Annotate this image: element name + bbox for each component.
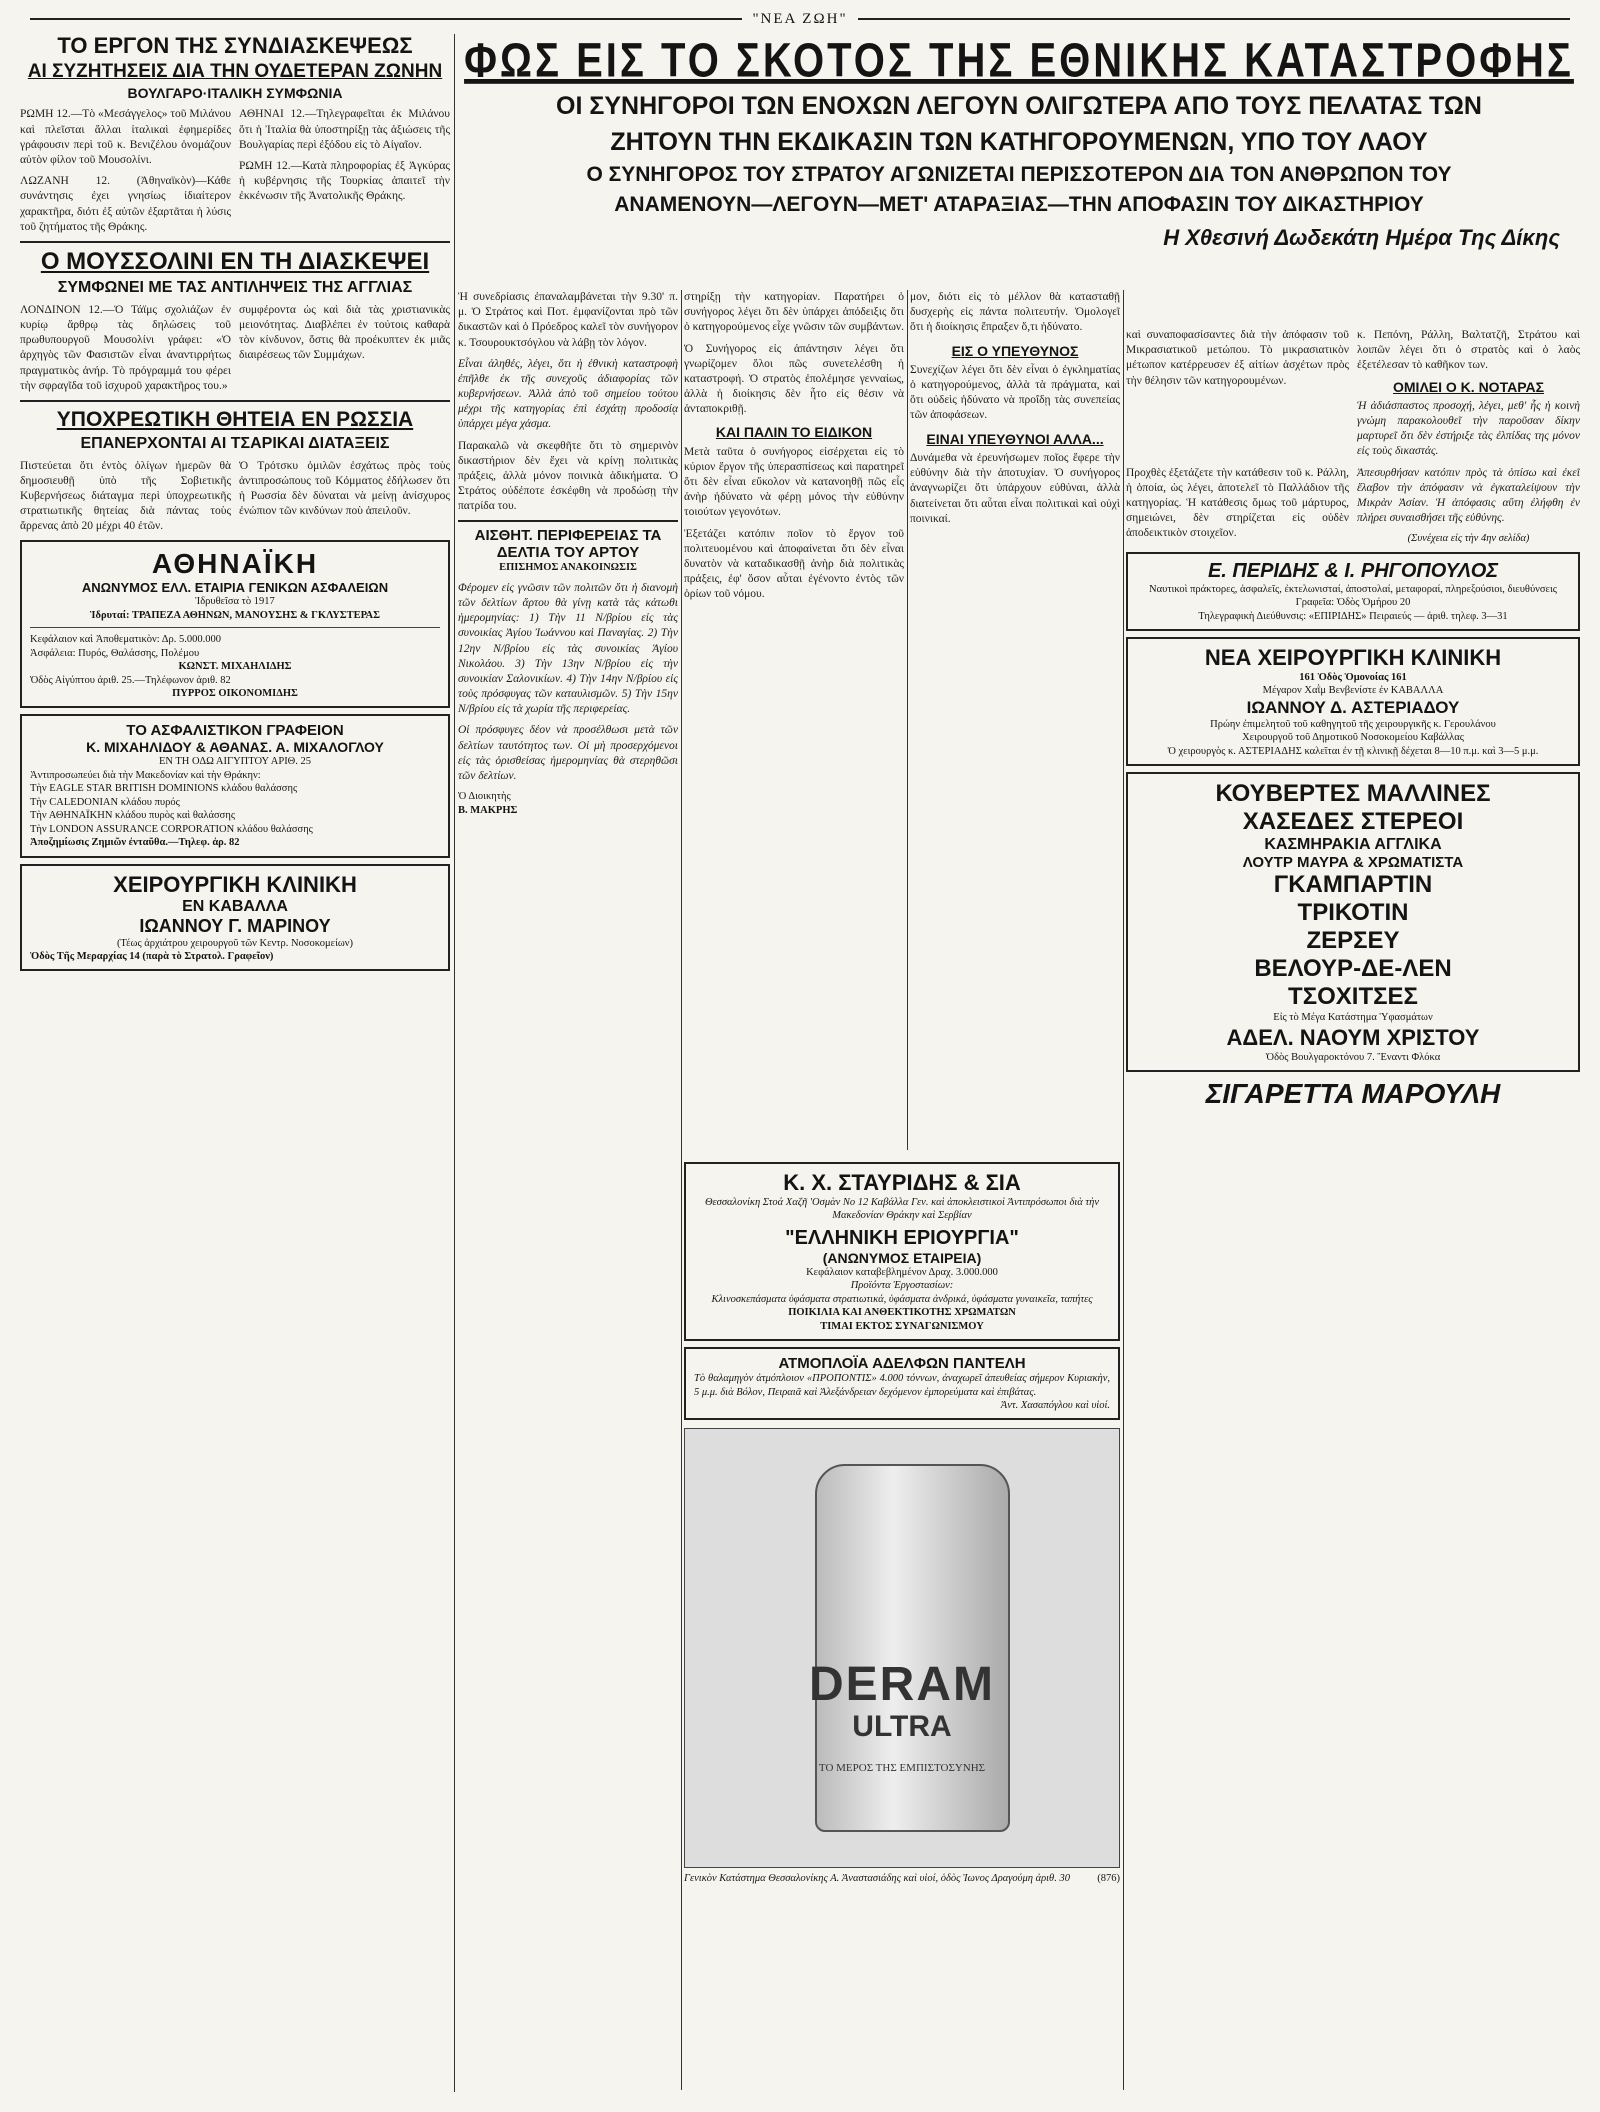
advertisement-fabrics xyxy=(1126,772,1580,1072)
ad-title: ΑΤΜΟΠΛΟΪΑ ΑΔΕΛΦΩΝ ΠΑΝΤΕΛΗ xyxy=(778,1355,1026,1373)
advertisement-stavridis xyxy=(684,1162,1120,1341)
ad-footer: Γενικὸν Κατάστημα Θεσσαλονίκης Α. Ἀναστασιάδης καὶ υἱοί, ὁδὸς Ἰωνος Δραγούμη ἀριθ. 30 xyxy=(684,1873,1070,1885)
notice-signature: Β. ΜΑΚΡΗΣ xyxy=(458,804,518,816)
article-paragraph: ΡΩΜΗ 12.—Τὸ «Μεσάγγελος» τοῦ Μιλάνου καὶ πλεῖσται ἄλλαι ἰταλικαὶ ἐφημερίδες γράφουσιν περὶ τοῦ κ. Βενιζέλου ὀνομάζουν αὐτὸν φίλον τοῦ Μουσολίνι. xyxy=(20,108,231,166)
column-1 xyxy=(20,34,450,2092)
ad-text: Κεφάλαιον καὶ Ἀποθεματικὸν: Δρ. 5.000.000 xyxy=(30,634,221,646)
ad-brand-sub: (ΑΝΩΝΥΜΟΣ ΕΤΑΙΡΕΙΑ) xyxy=(822,1249,982,1266)
section-heading: ΕΙΣ Ο ΥΠΕΥΘΥΝΟΣ xyxy=(951,342,1079,359)
article-paragraph: Ὁ Τρότσκυ ὁμιλῶν ἐσχάτως πρὸς τοὺς ἀντιπροσώπους τοῦ Κόμματος ἐδήλωσεν ὅτι ἡ Ρωσσία δὲν δύναται νὰ μείνῃ ἀνίσχυρος ἐνώπιον τῶν κινδύνων ποὺ ἀπειλοῦν. xyxy=(239,459,450,518)
article-paragraph: μον, διότι εἰς τὸ μέλλον θὰ κατασταθῇ δυσχερὴς εἰς πάντα πολιτευτήν. Ὁμολογεῖ ὅτι ἡ διοίκησις ἔπραξεν ὅ,τι ἠδύνατο. xyxy=(910,291,1120,334)
headline-line-4: Ο ΣΥΝΗΓΟΡΟΣ ΤΟΥ ΣΤΡΑΤΟΥ ΑΓΩΝΙΖΕΤΑΙ ΠΕΡΙΣΣΟΤΕΡΟΝ ΔΙΑ ΤΟΝ ΑΝΘΡΩΠΟΝ ΤΟΥ xyxy=(586,163,1452,186)
advertisement-insurance-office xyxy=(20,714,450,857)
article-paragraph: Ἀπεσυρθήσαν κατόπιν πρὸς τὰ ὀπίσω καὶ ἐκεῖ ἔλαβον τὴν ἀπόφασιν νὰ ἐγκαταλείψουν τὴν Μικρὰν Ἀσίαν. Ἡ ἀπόφασις αὕτη ἐλήφθη ἐν πλήρει συναισθήσει τῆς εὐθύνης. xyxy=(1357,466,1580,525)
headline-line-5: ΑΝΑΜΕΝΟΥΝ—ΛΕΓΟΥΝ—ΜΕΤ' ΑΤΑΡΑΞΙΑΣ—ΤΗΝ ΑΠΟΦΑΣΙΝ ΤΟΥ ΔΙΚΑΣΤΗΡΙΟΥ xyxy=(614,193,1424,216)
ad-address: Ὁδὸς Αἰγύπτου ἀριθ. 25.—Τηλέφωνον ἀριθ. 82 xyxy=(30,674,231,686)
notice-paragraph: Οἱ πρόσφυγες δέον νὰ προσέλθωσι μετὰ τῶν δελτίων ταυτότητος των. Οἱ μὴ προσερχόμενοι εἰς τὰς ὁρισθείσας ἡμερομηνίας θὰ στερηθῶσι τῶν δελτίων. xyxy=(458,724,678,782)
article-paragraph: Μετὰ ταῦτα ὁ συνήγορος εἰσέρχεται εἰς τὸ κύριον ἔργον τῆς ὑπερασπίσεως καὶ παρατηρεῖ ὅτι δὲν εἶναι εὔκολον νὰ κατανοηθῇ πῶς εἷς ἀνὴρ ἠδύνατο νὰ φέρῃ μόνος τὴν εὐθύνην τοιούτων γεγονότων. xyxy=(684,445,904,519)
ad-text: ΠΟΙΚΙΛΙΑ ΚΑΙ ΑΝΘΕΚΤΙΚΟΤΗΣ ΧΡΩΜΑΤΩΝ xyxy=(788,1307,1016,1319)
ad-text: Ὁ χειρουργὸς κ. ΑΣΤΕΡΙΑΔΗΣ καλεῖται ἐν τῇ κλινικῇ δέχεται 8—10 π.μ. καὶ 3—5 μ.μ. xyxy=(1167,745,1539,757)
ad-line: ΓΚΑΜΠΑΡΤΙΝ xyxy=(1273,871,1433,899)
article-paragraph: Ἐξετάζει κατόπιν ποῖον τὸ ἔργον τοῦ πολιτευομένου καὶ ἀποφαίνεται ὅτι δὲν εἶναι δυνατὸν νὰ καταδικασθῇ ἀνὴρ διὰ πολιτικὰς πράξεις, ἐφ' ὅσον αὗται ἐγένοντο ἐντὸς τῶν ὁρίων τοῦ νόμου. xyxy=(684,527,904,601)
ad-shop-name: ΑΔΕΛ. ΝΑΟΥΜ ΧΡΙΣΤΟΥ xyxy=(1226,1024,1480,1050)
section-heading: ΟΜΙΛΕΙ Ο Κ. ΝΟΤΑΡΑΣ xyxy=(1393,378,1544,395)
ad-address: Ὁδὸς Τῆς Μεραρχίας 14 (παρὰ τὸ Στρατολ. Γραφεῖον) xyxy=(30,950,274,962)
ad-capital: Κεφάλαιον καταβεβλημένον Δραχ. 3.000.000 xyxy=(806,1266,998,1278)
headline-line-3: ΖΗΤΟΥΝ ΤΗΝ ΕΚΔΙΚΑΣΙΝ ΤΩΝ ΚΑΤΗΓΟΡΟΥΜΕΝΩΝ, ΥΠΟ ΤΟΥ ΛΑΟΥ xyxy=(610,128,1428,156)
divider xyxy=(20,400,450,402)
article-paragraph: Δυνάμεθα νὰ ἐρευνήσωμεν ποῖος ἔφερε τὴν εὐθύνην διὰ τὴν ἀποτυχίαν. Ὁ συνήγορος ἀναγνωρίζει ὅτι ὑπάρχουν εὐθύναι, ἀλλὰ διατείνεται ὅτι αὗται εἶναι πολιτικαὶ καὶ οὐχὶ ποινικαί. xyxy=(910,451,1120,525)
ad-text: Ἀποζημίωσις Ζημιῶν ἐνταῦθα.—Τηλεφ. ἀρ. 82 xyxy=(30,837,240,849)
ad-name: ΙΩΑΝΝΟΥ Δ. ΑΣΤΕΡΙΑΔΟΥ xyxy=(1246,697,1460,717)
masthead xyxy=(20,8,1580,30)
ad-line: ΖΕΡΣΕΥ xyxy=(1306,927,1400,955)
headline-line-2: ΟΙ ΣΥΝΗΓΟΡΟΙ ΤΩΝ ΕΝΟΧΩΝ ΛΕΓΟΥΝ ΟΛΙΓΩΤΕΡΑ ΑΠΟ ΤΟΥΣ ΠΕΛΑΤΑΣ ΤΩΝ xyxy=(556,92,1482,120)
ad-caption: ΤΟ ΜΕΡΟΣ ΤΗΣ ΕΜΠΙΣΤΟΣΥΝΗΣ xyxy=(818,1762,986,1775)
column-rule xyxy=(907,290,908,1150)
advertisement-shipping xyxy=(684,1347,1120,1420)
article-paragraph: ΡΩΜΗ 12.—Κατὰ πληροφορίας ἐξ Ἀγκύρας ἡ κυβέρνησις τῆς Τουρκίας ἀπαιτεῖ τὴν ἐκκένωσιν τῆς Ἀνατολικῆς Θράκης. xyxy=(239,159,450,203)
article-paragraph: Ἡ συνεδρίασις ἐπαναλαμβάνεται τὴν 9.30' π. μ. Ὁ Στράτος καὶ Ποτ. ἐμφανίζονται πρὸ τῶν δικαστῶν καὶ ὁ Πρόεδρος καλεῖ τὸν συνήγορον κ. Τσουρουκτσόγλου νὰ λάβῃ τὸν λόγον. xyxy=(458,291,678,349)
article-paragraph: στηρίξῃ τὴν κατηγορίαν. Παρατήρει ὁ συνήγορος λέγει ὅτι δὲν ὑπάρχει ἀπόδειξις ὅτι ὁ κατηγορούμενος εἶχε γνῶσιν τῶν συμβάντων. xyxy=(684,291,904,334)
advertisement-athinaiki xyxy=(20,540,450,708)
headline-line-1: ΦΩΣ ΕΙΣ ΤΟ ΣΚΟΤΟΣ ΤΗΣ ΕΘΝΙΚΗΣ ΚΑΤΑΣΤΡΟΦΗΣ xyxy=(464,34,1574,88)
notice-title: ΑΙΣΘΗΤ. ΠΕΡΙΦΕΡΕΙΑΣ ΤΑ ΔΕΛΤΙΑ ΤΟΥ ΑΡΤΟΥ xyxy=(474,527,662,561)
ad-text: Τὴν LONDON ASSURANCE CORPORATION κλάδου θαλάσσης xyxy=(30,823,313,835)
ads-center xyxy=(684,1156,1120,1886)
ad-code: (876) xyxy=(1097,1873,1120,1885)
ad-text: 161 Ὁδὸς Ὁμονοίας 161 xyxy=(1299,672,1407,684)
ad-text: Ἀσφάλεια: Πυρός, Θαλάσσης, Πολέμου xyxy=(30,647,200,659)
ad-line: ΤΣΟΧΙΤΣΕΣ xyxy=(1288,983,1418,1011)
column-2 xyxy=(458,290,678,2090)
article-paragraph: συμφέροντα ὡς καὶ διὰ τὰς χριστιανικὰς μειονότητας. Διαβλέπει ἐν τούτοις καθαρὰ τὸν κίνδυνον, ὅστις θὰ προέκυπτεν ἐκ μιᾶς διαιρέσεως τῶν Συμμάχων. xyxy=(239,303,450,362)
article-paragraph: ΛΩΖΑΝΗ 12. (Ἀθηναϊκὸν)—Κάθε συνάντησις ἐχει γνησίως ἰδιαίτερον χαρακτῆρα, διότι ἐξ αὐτῶν ἐξαρτᾶται ἡ λύσις τοῦ ζητήματος τῆς Θράκης. xyxy=(20,175,231,233)
main-headline xyxy=(458,34,1580,256)
ad-subtitle: ΑΝΩΝΥΜΟΣ ΕΛΛ. ΕΤΑΙΡΙΑ ΓΕΝΙΚΩΝ ΑΣΦΑΛΕΙΩΝ xyxy=(81,580,389,596)
masthead-rule-left xyxy=(30,18,742,20)
ad-names: Κ. ΜΙΧΑΗΛΙΔΟΥ & ΑΘΑΝΑΣ. Α. ΜΙΧΑΛΟΓΛΟΥ xyxy=(86,739,384,756)
tin-can-illustration xyxy=(815,1464,1010,1832)
ad-subtitle: ΕΝ ΚΑΒΑΛΛΑ xyxy=(182,897,288,915)
article-subtitle: ΕΠΑΝΕΡΧΟΝΤΑΙ ΑΙ ΤΣΑΡΙΚΑΙ ΔΙΑΤΑΞΕΙΣ xyxy=(80,434,390,452)
article-title: ΥΠΟΧΡΕΩΤΙΚΗ ΘΗΤΕΙΑ ΕΝ ΡΩΣΣΙΑ xyxy=(56,407,414,431)
ad-brand-sub: ULTRA xyxy=(852,1709,952,1743)
advertisement-clinic-marinou xyxy=(20,864,450,972)
ad-agent: Ἀντ. Χασαπόγλου καὶ υἱοί. xyxy=(1000,1399,1110,1411)
article-paragraph: ΛΟΝΔΙΝΟΝ 12.—Ὁ Τάϊμς σχολιάζων ἐν κυρίῳ ἄρθρῳ τὰς δηλώσεις τοῦ πρωθυπουργοῦ Μουσολίνι γράφει: «Ὁ ἀρχηγὸς τῶν Φασιστῶν εἶναι ἀναντιρρήτως πραγματικὸς ἀνήρ. Τὸ πρόγραμμά του φέρει τὴν σφραγῖδα τοῦ ἰσχυροῦ χαρακτῆρος του.» xyxy=(20,303,231,392)
ad-text: Εἰς τὸ Μέγα Κατάστημα Ὑφασμάτων xyxy=(1273,1012,1433,1024)
ad-brand: DERAM xyxy=(809,1658,995,1712)
article-paragraph: ΑΘΗΝΑΙ 12.—Τηλεγραφεῖται ἐκ Μιλάνου ὅτι ἡ Ἰταλία θὰ ὑποστηρίξῃ τὰς ἀξιώσεις τῆς Βουλγαρίας περὶ ἐξόδου εἰς τὸ Αἰγαῖον. xyxy=(239,108,450,151)
article-paragraph: Ἡ ἀδιάσπαστος προσοχή, λέγει, μεθ' ἧς ἡ κοινὴ γνώμη παρακολουθεῖ τὴν παροῦσαν δίκην μαρτυρεῖ ὅτι δὲν ἐστήριξε τὰς ἐλπίδας της μόνον εἰς τοὺς δικαστάς. xyxy=(1357,399,1580,458)
masthead-rule-right xyxy=(858,18,1570,20)
ad-line: ΚΟΥΒΕΡΤΕΣ ΜΑΛΛΙΝΕΣ xyxy=(1215,780,1491,808)
section-heading: ΚΑΙ ΠΑΛΙΝ ΤΟ ΕΙΔΙΚΟΝ xyxy=(715,424,873,441)
column-5 xyxy=(1126,328,1580,2088)
headline-line-6: Η Χθεσινή Δωδεκάτη Ημέρα Της Δίκης xyxy=(1163,225,1560,250)
ad-brand: "ΕΛΛΗΝΙΚΗ ΕΡΙΟΥΡΓΙΑ" xyxy=(785,1226,1019,1249)
ad-text: Τηλεγραφικὴ Διεύθυνσις: «ΕΠΙΡΙΔΗΣ» Πειραιεύς — ἀριθ. τηλεφ. 3—31 xyxy=(1198,610,1508,622)
product-ad-image xyxy=(684,1428,1120,1868)
ad-text: Χειρουργοῦ τοῦ Δημοτικοῦ Νοσοκομείου Καβάλλας xyxy=(1242,732,1464,744)
article-subtitle: ΣΥΜΦΩΝΕΙ ΜΕ ΤΑΣ ΑΝΤΙΛΗΨΕΙΣ ΤΗΣ ΑΓΓΛΙΑΣ xyxy=(57,279,413,297)
ad-line: ΒΕΛΟΥΡ-ΔΕ-ΛΕΝ xyxy=(1254,955,1452,983)
ad-text: Ἱδρυθεῖσα τὸ 1917 xyxy=(195,596,275,608)
ad-text: Πρώην ἐπιμελητοῦ τοῦ καθηγητοῦ τῆς χειρουργικῆς κ. Γερουλάνου xyxy=(1210,718,1496,730)
ad-line: ΚΑΣΜΗΡΑΚΙΑ ΑΓΓΛΙΚΑ xyxy=(1264,836,1442,854)
notice-signature-title: Ὁ Διοικητὴς xyxy=(458,791,511,803)
ad-text: Τὴν ΑΘΗΝΑΪΚΗΝ κλάδου πυρὸς καὶ θαλάσσης xyxy=(30,810,235,822)
ad-text: Ναυτικοὶ πράκτορες, ἀσφαλεῖς, ἐκτελωνισταί, ἀποστολαί, μεταφοραί, πληρεξούσιοι, διευθύνσεις xyxy=(1149,583,1557,595)
divider xyxy=(30,627,440,628)
ad-text: Ἀντιπροσωπεύει διὰ τὴν Μακεδονίαν καὶ τὴν Θράκην: xyxy=(30,769,261,781)
ad-text: Ἱδρυταί: ΤΡΑΠΕΖΑ ΑΘΗΝΩΝ, ΜΑΝΟΥΣΗΣ & ΓΚΛΥΣΤΕΡΑΣ xyxy=(90,609,380,621)
article-title: ΤΟ ΕΡΓΟΝ ΤΗΣ ΣΥΝΔΙΑΣΚΕΨΕΩΣ xyxy=(57,34,413,58)
ad-title: Ε. ΠΕΡΙΔΗΣ & Ι. ΡΗΓΟΠΟΥΛΟΣ xyxy=(1207,559,1499,582)
ad-title: ΧΕΙΡΟΥΡΓΙΚΗ ΚΛΙΝΙΚΗ xyxy=(113,871,357,897)
column-3 xyxy=(684,290,904,1150)
masthead-title: "ΝΕΑ ΖΩΗ" xyxy=(752,10,848,27)
divider xyxy=(20,241,450,243)
ad-text: ΕΝ ΤΗ ΟΔΩ ΑΙΓΥΠΤΟΥ ΑΡΙΘ. 25 xyxy=(158,756,312,768)
article-paragraph: Πιστεύεται ὅτι ἐντὸς ὀλίγων ἡμερῶν θὰ δημοσιευθῇ ὑπὸ τῆς Σοβιετικῆς Κυβερνήσεως διάταγμα περὶ ὑποχρεωτικῆς στρατιωτικῆς θητείας διὰ πάντας τοὺς ἄρρενας ἀπὸ 20 μέχρι 40 ἐτῶν. xyxy=(20,459,231,533)
continued-notice: (Συνέχεια εἰς τὴν 4ην σελίδα) xyxy=(1407,533,1530,545)
ad-text: Μέγαρον Χαῒμ Βενβενίστε ἐν ΚΑΒΑΛΛΑ xyxy=(1262,685,1444,697)
article-paragraph: Εἶναι ἀληθές, λέγει, ὅτι ἡ ἐθνικὴ καταστροφὴ ἐπῆλθε ἐκ τῆς συνεχοῦς ἀδιαφορίας τῶν κυβερνήσεων. Ἀλλὰ ἀπὸ τοῦ σημείου τούτου μέχρι τῆς κατηγορίας ἐπὶ ἐσχάτῃ προδοσίᾳ ὑπάρχει μέγα χάσμα. xyxy=(458,357,678,431)
ad-text: Προϊόντα Ἐργοστασίων: xyxy=(850,1280,954,1292)
article-paragraph: καὶ συναποφασίσαντες διὰ τὴν ἀπόφασιν τοῦ Μικρασιατικοῦ μετώπου. Τὸ μικρασιατικὸν μέτωπον κατέρρευσεν ἐξ αἰτίων ἀσχέτων πρὸς τὴν θέλησιν τῶν κατηγορουμένων. xyxy=(1126,329,1349,387)
ad-text: Γραφεῖα: Ὁδὸς Ὁμήρου 20 xyxy=(1295,597,1411,609)
article-paragraph: Παρακαλῶ νὰ σκεφθῆτε ὅτι τὸ σημερινὸν δικαστήριον δὲν ἔχει νὰ κρίνῃ πολιτικὰς πράξεις, ἀλλὰ μόνον ποινικὰ ἀδικήματα. Ὁ Στράτος οὐδέποτε ἐσκέφθη νὰ προδώσῃ τὴν πατρίδα του. xyxy=(458,439,678,513)
ad-text: Τὴν EAGLE STAR BRITISH DOMINIONS κλάδου θαλάσσης xyxy=(30,783,298,795)
advertisement-new-clinic xyxy=(1126,637,1580,766)
column-rule xyxy=(454,34,455,2092)
ad-name: ΙΩΑΝΝΟΥ Γ. ΜΑΡΙΝΟΥ xyxy=(139,915,331,936)
advertisement-peridis xyxy=(1126,552,1580,631)
article-paragraph: Συνεχίζων λέγει ὅτι δὲν εἶναι ὁ ἐγκληματίας ὁ κατηγορούμενος, ἀλλὰ τὰ πράγματα, καὶ ὅτι οὐδεὶς ἠδύνατο νὰ προΐδῃ τὰς συνεπείας τῶν ἀποφάσεων. xyxy=(910,363,1120,422)
ad-cigarette: ΣΙΓΑΡΕΤΤΑ ΜΑΡΟΥΛΗ xyxy=(1205,1078,1501,1110)
ad-title: ΤΟ ΑΣΦΑΛΙΣΤΙΚΟΝ ΓΡΑΦΕΙΟΝ xyxy=(126,722,344,740)
article-paragraph: Ὁ Συνήγορος εἰς ἀπάντησιν λέγει ὅτι γνωρίζομεν ὅλοι πῶς συνετελέσθη ἡ καταστροφή. Ὁ στρατὸς ἐπολέμησε γενναίως, ἀλλὰ ἡ διοίκησις δὲν ἦτο εἰς θέσιν νὰ ἀνταποκριθῇ. xyxy=(684,342,904,416)
column-4 xyxy=(910,290,1120,1150)
article-subtitle: ΒΟΥΛΓΑΡΟ·ΙΤΑΛΙΚΗ ΣΥΜΦΩΝΙΑ xyxy=(127,85,343,102)
ad-address: Ὁδὸς Βουλγαροκτόνου 7. Ἔναντι Φλόκα xyxy=(1265,1051,1441,1063)
article-paragraph: κ. Πεπόνη, Ράλλη, Βαλτατζῆ, Στράτου καὶ λοιπῶν λέγει ὅτι ὁ στρατὸς καὶ ὁ λαὸς ἐξετέλεσαν τὸ καθῆκον των. xyxy=(1357,329,1580,372)
ad-text: Θεσσαλονίκη Στοά Χαζῆ 'Οσμὰν Νο 12 Καβάλλα Γεν. καὶ ἀποκλειστικοὶ Ἀντιπρόσωποι διὰ τὴν Μακεδονίαν Θράκην καὶ Σερβίαν xyxy=(704,1197,1100,1222)
ad-line: ΧΑΣΕΔΕΣ ΣΤΕΡΕΟΙ xyxy=(1242,808,1464,836)
article-paragraph: Προχθὲς ἐξετάζετε τὴν κατάθεσιν τοῦ κ. Ράλλη, ἡ ὁποία, ὡς λέγει, ἀποτελεῖ τὸ Παλλάδιον τῆς κατηγορίας. Ἡ κατάθεσις ὅμως τοῦ μάρτυρος, σημειώνει, δὲν στηρίζεται εἰς οὐδὲν ἀποδεικτικὸν στοιχεῖον. xyxy=(1126,466,1349,540)
ad-text: ΤΙΜΑΙ ΕΚΤΟΣ ΣΥΝΑΓΩΝΙΣΜΟΥ xyxy=(820,1320,984,1332)
ad-text: ΠΥΡΡΟΣ ΟΙΚΟΝΟΜΙΔΗΣ xyxy=(172,688,298,700)
article-title: ΑΙ ΣΥΖΗΤΗΣΕΙΣ ΔΙΑ ΤΗΝ ΟΥΔΕΤΕΡΑΝ ΖΩΝΗΝ xyxy=(27,61,443,83)
section-heading: ΕΙΝΑΙ ΥΠΕΥΘΥΝΟΙ ΑΛΛΑ... xyxy=(926,430,1104,447)
ad-text: Τὴν CALEDONIAN κλάδου πυρός xyxy=(30,796,180,808)
ad-agent: ΚΩΝΣΤ. ΜΙΧΑΗΛΙΔΗΣ xyxy=(178,661,292,673)
ad-line: ΛΟΥΤΡ ΜΑΥΡΑ & ΧΡΩΜΑΤΙΣΤΑ xyxy=(1242,854,1464,872)
ad-title: ΑΘΗΝΑΪΚΗ xyxy=(151,548,319,580)
ad-line: ΤΡΙΚΟΤΙΝ xyxy=(1297,899,1409,927)
column-rule xyxy=(1123,290,1124,2090)
article-title: Ο ΜΟΥΣΣΟΛΙΝΙ ΕΝ ΤΗ ΔΙΑΣΚΕΨΕΙ xyxy=(40,247,430,275)
ad-title: ΝΕΑ ΧΕΙΡΟΥΡΓΙΚΗ ΚΛΙΝΙΚΗ xyxy=(1204,645,1502,671)
column-rule xyxy=(681,290,682,2090)
notice-paragraph: Φέρομεν εἰς γνῶσιν τῶν πολιτῶν ὅτι ἡ διανομὴ τῶν δελτίων ἄρτου θὰ γίνῃ κατὰ τὰς κάτωθι ἡμερομηνίας: 1) Τὴν 11 Ν/βρίου εἰς τὰς συνοικίας Ἀγίου Ἰωάννου καὶ Παναγίας. 2) Τὴν 12ην Ν/βρίου εἰς τὰς συνοικίας Ἁγίου Νικολάου. 3) Τὴν 13ην Ν/βρίου εἰς τὴν συνοικίαν Σαλονικίων. 4) Τὴν 14ην Ν/βρίου εἰς τοὺς πρόσφυγας τῶν καταυλισμῶν. 5) Τὴν 15ην Ν/βρίου εἰς τὰ χωρία τῆς περιφερείας. xyxy=(458,581,678,716)
divider xyxy=(458,520,678,522)
notice-subtitle: ΕΠΙΣΗΜΟΣ ΑΝΑΚΟΙΝΩΣΙΣ xyxy=(499,562,637,574)
ad-text: Τὸ θαλαμηγὸν ἀτμόπλοιον «ΠΡΟΠΟΝΤΙΣ» 4.000 τόννων, ἀναχωρεῖ ἀπευθείας σήμερον Κυριακὴν, 5 μ.μ. διὰ Βόλον, Πειραιᾶ καὶ Ἀλεξάνδρειαν δεχόμενον ἐμπορεύματα καὶ ἐπιβάτας. xyxy=(694,1373,1110,1398)
ad-text: Κλινοσκεπάσματα ὑφάσματα στρατιωτικά, ὑφάσματα ἀνδρικά, ὑφάσματα γυναικεῖα, ταπήτες xyxy=(711,1293,1093,1305)
ad-text: (Τέως ἀρχιάτρου χειρουργοῦ τῶν Κεντρ. Νοσοκομείων) xyxy=(116,937,354,949)
ad-title: Κ. Χ. ΣΤΑΥΡΙΔΗΣ & ΣΙΑ xyxy=(783,1170,1021,1195)
